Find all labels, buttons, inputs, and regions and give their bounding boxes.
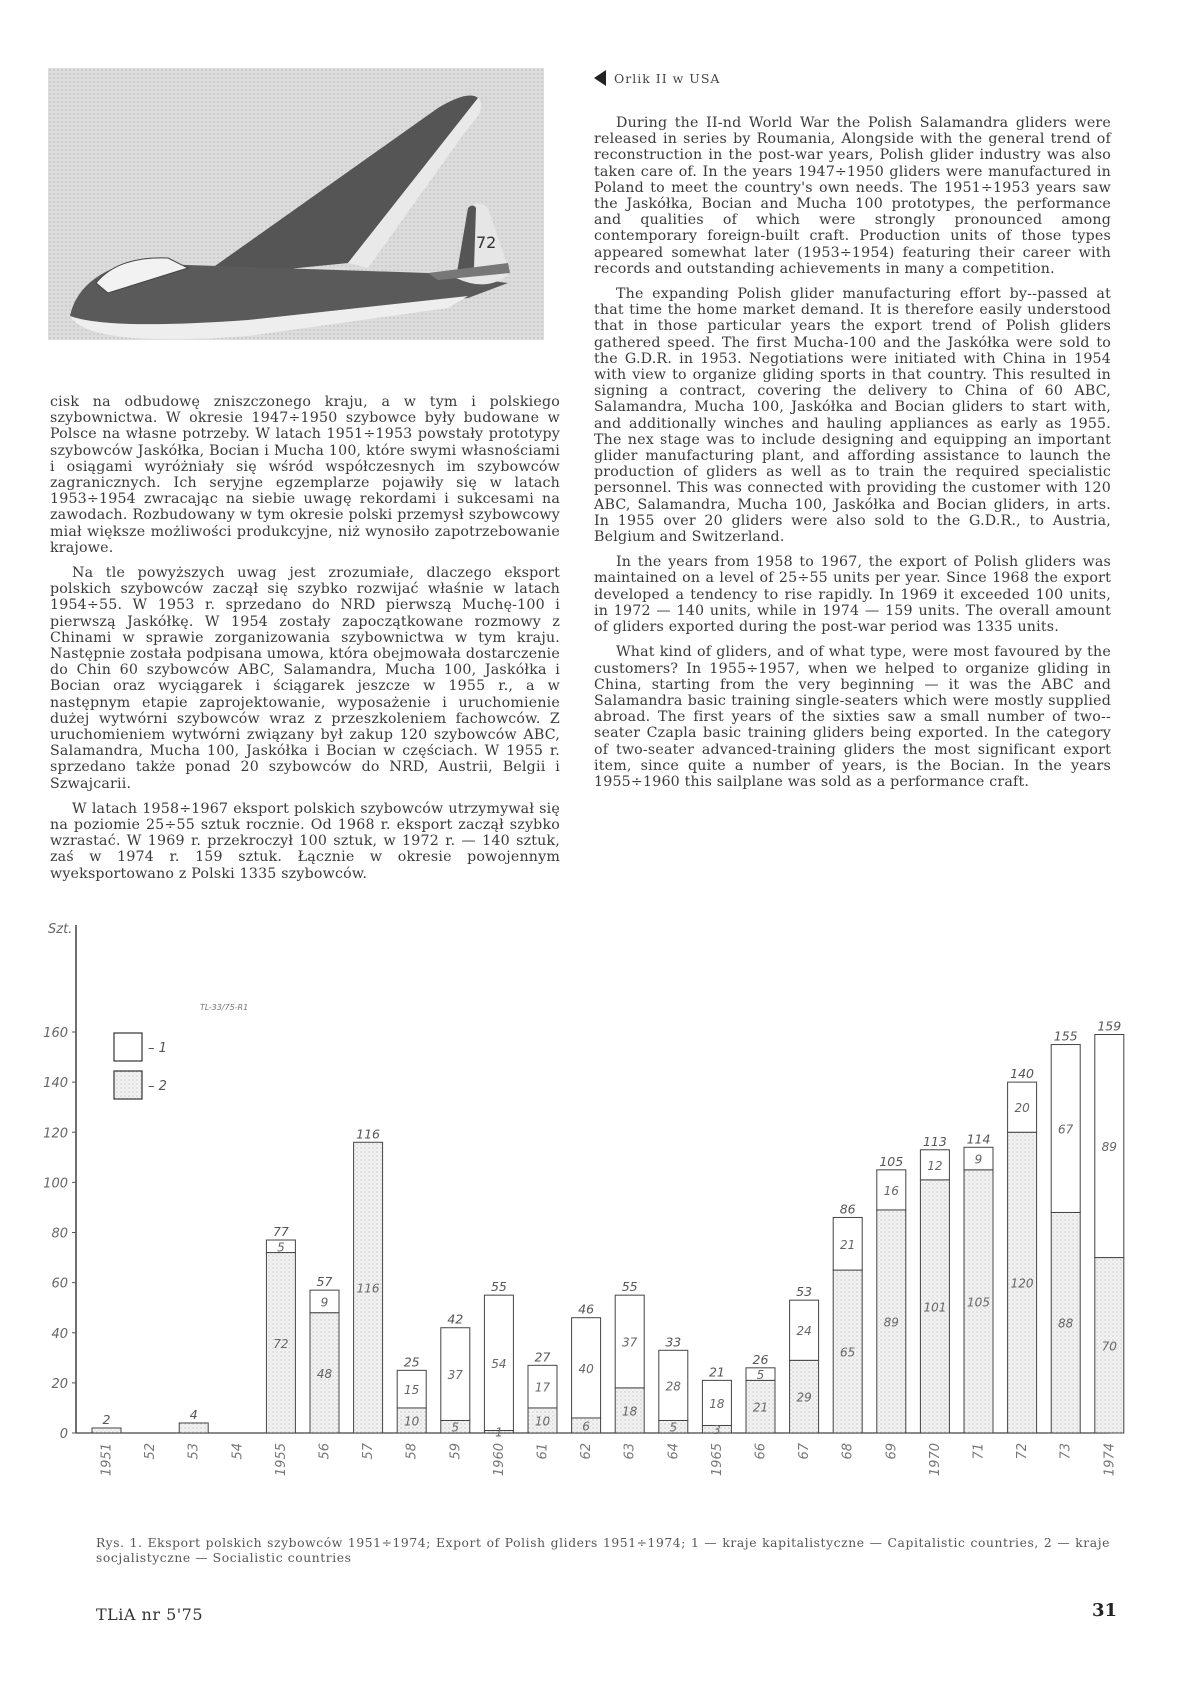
segment-label: 5: [277, 1240, 285, 1255]
paragraph: During the II-nd World War the Polish Salamandra gliders were released in series by Roumania, Alongside with the general trend of reconstruction in the post-war years, Polish glider industry was also taken care of. In the years 1947÷1950 gliders were manufactured in Poland to meet the country's own needs. The 1951÷1953 years saw the Jaskółka, Bocian and Mucha 100 prototypes, the performance and qualities of which were strongly pronounced among contemporary foreign-built craft. Production units of those types appeared somewhat later (1953÷1954) featuring their career with records and outstanding achievements in many a competition.: [594, 115, 1111, 277]
x-tick-label: 1965: [709, 1443, 725, 1477]
bar-total-label: 155: [1053, 1028, 1078, 1044]
figure-code: TL-33/75-R1: [200, 1003, 249, 1012]
x-tick-label: 64: [666, 1443, 682, 1460]
glider-illustration: [48, 68, 544, 340]
x-tick-label: 66: [753, 1443, 769, 1460]
bar-socialist: [179, 1423, 208, 1433]
segment-label: 116: [356, 1281, 380, 1296]
segment-label: 28: [665, 1379, 681, 1394]
segment-label: 10: [534, 1414, 551, 1429]
x-tick-label: 62: [579, 1443, 595, 1460]
x-tick-label: 1951: [99, 1443, 115, 1477]
bar-total-label: 46: [578, 1301, 595, 1317]
bar-total-label: 42: [447, 1311, 464, 1327]
segment-label: 67: [1058, 1122, 1074, 1137]
bar-total-label: 33: [665, 1334, 682, 1350]
glider-photo: [48, 68, 544, 340]
segment-label: 5: [451, 1420, 460, 1435]
paragraph: W latach 1958÷1967 eksport polskich szybowców utrzymywał się na poziomie 25÷55 sztuk rocznie. Od 1968 r. eksport zaczął szybko wzrastać. W 1969 r. przekroczył 100 sztuk, w 1972 r. — 140 sztuk, zaś w 1974 r. 159 sztuk. Łącznie w okresie powojennym wyeksportowano z Polski 1335 szybowców.: [50, 800, 560, 882]
segment-label: 5: [756, 1368, 765, 1383]
x-tick-label: 54: [230, 1443, 246, 1460]
x-tick-label: 58: [404, 1443, 420, 1460]
y-tick-label: 160: [43, 1026, 68, 1041]
x-tick-label: 59: [448, 1443, 464, 1460]
page-number: 31: [1092, 1600, 1118, 1621]
left-triangle-icon: [594, 70, 606, 86]
segment-label: 37: [447, 1368, 463, 1383]
photo-reference: [594, 70, 720, 86]
export-bar-chart: [40, 922, 1122, 1535]
legend-swatch-1: [114, 1033, 142, 1061]
segment-label: 16: [883, 1183, 899, 1198]
y-tick-label: 100: [43, 1176, 68, 1192]
y-tick-label: 140: [43, 1076, 68, 1092]
segment-label: 65: [840, 1345, 856, 1360]
chart-canvas: [40, 922, 1122, 1535]
y-tick-label: 40: [51, 1326, 68, 1342]
bar-total-label: 25: [403, 1354, 420, 1370]
segment-label: 37: [622, 1335, 638, 1350]
segment-label: 17: [534, 1380, 551, 1395]
segment-label: 48: [316, 1366, 333, 1381]
legend-key: – 2: [148, 1079, 167, 1094]
segment-label: 105: [967, 1295, 990, 1310]
segment-label: 21: [752, 1400, 769, 1415]
segment-label: 70: [1101, 1339, 1117, 1354]
paragraph: In the years from 1958 to 1967, the export of Polish gliders was maintained on a level of 25÷55 units per year. Since 1968 the export developed a tendency to rise rapidly. In 1969 it exceeded 100 units, in 1972 — 140 units, while in 1974 — 159 units. The overall amount of gliders exported during the post-war period was 1335 units.: [594, 554, 1111, 636]
x-tick-label: 69: [884, 1443, 900, 1460]
bar-total-label: 105: [879, 1153, 904, 1169]
segment-label: 120: [1010, 1276, 1034, 1291]
x-tick-label: 67: [797, 1443, 813, 1460]
photo-reference-label: Orlik II w USA: [614, 70, 721, 86]
y-tick-label: 60: [51, 1276, 68, 1292]
segment-label: 9: [320, 1295, 329, 1310]
segment-label: 89: [1101, 1140, 1117, 1155]
x-tick-label: 1960: [491, 1443, 507, 1477]
bar-socialist: [92, 1428, 121, 1433]
segment-label: 29: [796, 1390, 812, 1405]
segment-label: 72: [273, 1336, 289, 1351]
x-tick-label: 71: [971, 1443, 987, 1460]
x-tick-label: 1955: [273, 1443, 289, 1477]
segment-label: 20: [1014, 1101, 1030, 1116]
bar-total-label: 26: [752, 1351, 769, 1367]
y-tick-label: 0: [59, 1427, 68, 1442]
bar-total-label: 21: [708, 1364, 725, 1380]
y-axis-label: Szt.: [48, 922, 73, 937]
bar-total-label: 140: [1010, 1066, 1035, 1082]
x-tick-label: 72: [1015, 1443, 1031, 1460]
x-tick-label: 61: [535, 1443, 551, 1460]
bar-total-label: 86: [839, 1201, 856, 1217]
fin-number: 72: [476, 233, 497, 252]
bar-total-label: 4: [189, 1406, 198, 1422]
bar-total-label: 55: [621, 1279, 638, 1295]
bar-total-label: 53: [796, 1284, 813, 1300]
segment-label: 54: [491, 1356, 507, 1371]
bar-total-label: 77: [272, 1224, 289, 1240]
x-tick-label: 56: [317, 1443, 333, 1460]
segment-label: 1: [495, 1425, 503, 1440]
x-tick-label: 68: [840, 1443, 856, 1460]
segment-label: 15: [404, 1383, 420, 1398]
segment-label: 5: [669, 1420, 678, 1435]
journal-issue: TLiA nr 5'75: [96, 1605, 204, 1624]
paragraph: cisk na odbudowę zniszczonego kraju, a w tym i polskiego szybownictwa. W okresie 1947÷1950 szybowce były budowane w Polsce na własne potrzeby. W latach 1951÷1953 powstały prototypy szybowców Jaskółka, Bocian i Mucha 100, które swymi własnościami i osiągami wyróżniały się wśród współczesnych im szybowców zagranicznych. Ich seryjne egzemplarze pojawiły się w latach 1953÷1954 zwracając na siebie uwagę rekordami i sukcesami na zawodach. Rozbudowany w tym okresie polski przemysł szybowcowy miał większe możliwości produkcyjne, niż wynosiło zapotrzebowanie krajowe.: [50, 394, 560, 556]
segment-label: 10: [404, 1414, 420, 1429]
paragraph: Na tle powyższych uwag jest zrozumiałe, dlaczego eksport polskich szybowców zaczął się szybko rozwijać właśnie w latach 1954÷55. W 1953 r. sprzedano do NRD pierwszą Muchę-100 i pierwszą Jaskółkę. W 1954 zostały zapoczątkowane rozmowy z Chinami w sprawie zorganizowania szybownictwa w tym kraju. Następnie została podpisana umowa, która obejmowała dostarczenie do Chin 60 szybowców ABC, Salamandra, Mucha 100, Jaskółka i Bocian oraz wyciągarek i ściągarek jeszcze w 1955 r., a w następnym etapie zaprojektowanie, wyposażenie i uruchomienie dużej wytwórni szybowców wraz z przeszkoleniem fachowców. Z uruchomieniem wytwórni związany był zakup 120 szybowców ABC, Salamandra, Mucha 100, Jaskółka i Bocian w częściach. W 1955 r. sprzedano także ponad 20 szybowców do NRD, Austrii, Belgii i Szwajcarii.: [50, 565, 560, 792]
paragraph: The expanding Polish glider manufacturing effort by--passed at that time the home market demand. It is therefore easily understood that in those particular years the export trend of Polish gliders gathered speed. The first Mucha-100 and the Jaskółka were sold to the G.D.R. in 1953. Negotiations were initiated with China in 1954 with view to organize gliding sports in that country. This resulted in signing a contract, covering the delivery to China of 60 ABC, Salamandra, Mucha 100, Jaskółka and Bocian gliders to start with, and additionally winches and hauling appliances as early as 1955. The nex stage was to include designing and equipping an important glider manufacturing plant, and affording assistance to launch the production of gliders as well as to train the required specialistic personnel. This was connected with providing the customer with 120 ABC, Salamandra, Mucha 100, Jaskółka and Bocian gliders, in arts. In 1955 over 20 gliders were also sold to the G.D.R., to Austria, Belgium and Switzerland.: [594, 286, 1111, 546]
bar-total-label: 57: [316, 1274, 333, 1290]
legend-swatch-2: [114, 1071, 142, 1099]
segment-label: 24: [796, 1324, 812, 1339]
bar-total-label: 55: [490, 1279, 507, 1295]
x-tick-label: 53: [186, 1443, 202, 1460]
segment-label: 18: [709, 1396, 725, 1411]
segment-label: 40: [578, 1361, 594, 1376]
x-tick-label: 1974: [1102, 1443, 1118, 1477]
segment-label: 9: [974, 1152, 983, 1167]
x-tick-label: 1970: [927, 1443, 943, 1477]
y-tick-label: 20: [51, 1376, 68, 1392]
segment-label: 6: [582, 1419, 590, 1434]
paragraph: What kind of gliders, and of what type, were most favoured by the customers? In 1955÷1957, when we helped to organize gliding in China, starting from the very beginning — it was the ABC and Salamandra basic training single-seaters which were mostly supplied abroad. The first years of the sixties saw a small number of two--seater Czapla basic training gliders being exported. In the category of two-seater advanced-training gliders the most significant export item, since quite a number of years, is the Bocian. In the years 1955÷1960 this sailplane was sold as a performance craft.: [594, 644, 1111, 790]
legend-key: – 1: [148, 1041, 167, 1056]
segment-label: 101: [923, 1300, 947, 1315]
x-tick-label: 52: [143, 1443, 159, 1460]
bar-total-label: 2: [102, 1411, 111, 1427]
y-tick-label: 80: [51, 1226, 68, 1242]
segment-label: 89: [883, 1315, 899, 1330]
segment-label: 3: [713, 1423, 721, 1438]
segment-label: 18: [622, 1404, 638, 1419]
y-tick-label: 120: [43, 1126, 68, 1142]
figure-caption: Rys. 1. Eksport polskich szybowców 1951÷1974; Export of Polish gliders 1951÷1974; 1 — kraje kapitalistyczne — Capitalistic countries, 2 — kraje socjalistyczne — Socialistic countries: [96, 1536, 1110, 1565]
x-tick-label: 63: [622, 1443, 638, 1460]
english-text-column: [594, 115, 1111, 799]
bar-total-label: 27: [534, 1349, 551, 1365]
segment-label: 21: [840, 1237, 856, 1252]
x-tick-label: 57: [361, 1443, 377, 1460]
bar-total-label: 113: [922, 1133, 947, 1149]
polish-text-column: [50, 394, 560, 891]
segment-label: 88: [1058, 1316, 1074, 1331]
segment-label: 12: [927, 1158, 943, 1173]
bar-total-label: 114: [966, 1131, 991, 1147]
bar-total-label: 159: [1097, 1018, 1122, 1034]
bar-total-label: 116: [356, 1126, 381, 1142]
x-tick-label: 73: [1058, 1443, 1074, 1460]
